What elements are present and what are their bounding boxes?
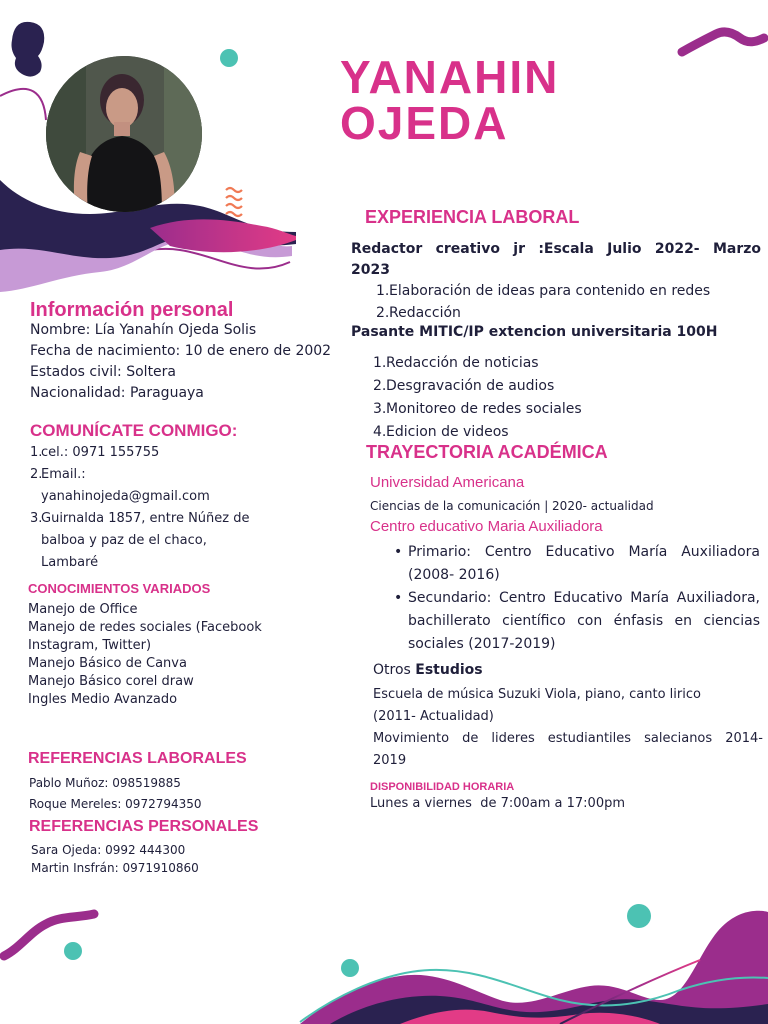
personal-info-title: Información personal (30, 299, 234, 321)
personal-civil-status: Estados civil: Soltera (30, 364, 177, 380)
personal-reference: Sara Ojeda: 0992 444300 (31, 843, 186, 857)
skill-item: Ingles Medio Avanzado (28, 692, 178, 707)
job1-title: Redactor creativo jr :Escala Julio 2022- Marzo 2023 (351, 241, 761, 278)
skill-item: Manejo de Office (28, 602, 138, 617)
contact-address-line: balboa y paz de el chaco, (41, 533, 207, 548)
first-name: YANAHIN (340, 51, 560, 103)
other-studies-title: Otros Estudios (373, 662, 483, 678)
profile-photo (46, 56, 202, 212)
teal-dot-bottom-right (627, 904, 651, 928)
bottom-purple-wave (300, 911, 768, 1024)
personal-name: Nombre: Lía Yanahín Ojeda Solis (30, 322, 257, 338)
contact-item: 2. Email.: yanahinojeda@gmail.com (30, 464, 330, 508)
contact-title: COMUNÍCATE CONMIGO: (30, 421, 238, 440)
personal-references-title: REFERENCIAS PERSONALES (29, 818, 259, 835)
contact-phone[interactable]: cel.: 0971 155755 (41, 445, 160, 460)
skill-item: Manejo Básico corel draw (28, 674, 194, 689)
contact-email[interactable]: yanahinojeda@gmail.com (41, 489, 210, 504)
work-references-list (29, 773, 329, 815)
job2-tasks (373, 352, 753, 444)
contact-address-line: Guirnalda 1857, entre Núñez de (41, 511, 250, 526)
contact-item: 1. cel.: 0971 155755 (30, 442, 330, 464)
task-item: 2. Redacción (376, 305, 461, 321)
contact-item: 3. Guirnalda 1857, entre Núñez de balboa y paz de el chaco, Lambaré (30, 508, 330, 574)
experience-title: EXPERIENCIA LABORAL (365, 207, 580, 227)
last-name: OJEDA (340, 97, 509, 149)
bottom-pink-line (560, 960, 700, 1024)
wavy-lines-icon (226, 188, 242, 216)
personal-birthdate: Fecha de nacimiento: 10 de enero de 2002 (30, 343, 332, 359)
personal-reference: Martin Insfrán: 0971910860 (31, 861, 199, 875)
academic-title: TRAYECTORIA ACADÉMICA (366, 442, 608, 462)
other-study: 2019 (373, 753, 407, 768)
name-heading (340, 51, 640, 149)
personal-nationality: Nacionalidad: Paraguaya (30, 385, 204, 401)
squiggle-bottom-left (4, 914, 94, 956)
school-list (370, 541, 760, 656)
portrait-illustration (46, 56, 202, 212)
task-item: 4. Edicion de videos (373, 424, 509, 440)
bottom-navy-wave (330, 996, 768, 1024)
teal-dot-bottom-mid (341, 959, 359, 977)
skills-title: CONOCIMIENTOS VARIADOS (28, 581, 211, 596)
work-reference: Pablo Muñoz: 098519885 (29, 776, 181, 790)
bottom-pink-wave (400, 1010, 660, 1024)
task-item: 1. Elaboración de ideas para contenido en redes (376, 283, 711, 299)
task-item: 1. Redacción de noticias (373, 355, 539, 371)
skill-item: Manejo de redes sociales (Facebook (28, 620, 262, 635)
university-detail: Ciencias de la comunicación | 2020- actualidad (370, 499, 654, 513)
contact-address-line: Lambaré (41, 555, 99, 570)
job2-title: Pasante MITIC/IP extencion universitaria 100H (351, 324, 718, 340)
bottom-teal-line (300, 970, 768, 1022)
school-item: • Primario: Centro Educativo María Auxiliadora (2008- 2016) (370, 541, 760, 587)
availability-text: Lunes a viernes de 7:00am a 17:00pm (370, 796, 626, 811)
availability-title: DISPONIBILIDAD HORARIA (370, 781, 515, 793)
skill-item: Instagram, Twitter) (28, 638, 152, 653)
school-item: • Secundario: Centro Educativo María Auxiliadora, bachillerato científico con énfasis en ciencias sociales (2017-2019) (370, 587, 760, 656)
university-name: Universidad Americana (370, 474, 525, 491)
contact-list (30, 442, 330, 574)
teal-dot-bottom-left (64, 942, 82, 960)
lavender-wave (0, 211, 292, 292)
task-item: 3. Monitoreo de redes sociales (373, 401, 582, 417)
skill-item: Manejo Básico de Canva (28, 656, 187, 671)
purple-arc (0, 89, 46, 120)
other-study: Escuela de música Suzuki Viola, piano, canto lirico (373, 687, 701, 702)
task-item: 2. Desgravación de audios (373, 378, 555, 394)
teal-dot-top (220, 49, 238, 67)
navy-blob-top-left (12, 22, 45, 77)
other-study: Movimiento de lideres estudiantiles salecianos 2014- (373, 731, 763, 746)
job1-tasks (376, 280, 766, 324)
other-studies-list (373, 684, 763, 772)
personal-references-list (31, 841, 331, 877)
other-study: (2011- Actualidad) (373, 709, 494, 724)
pink-band (150, 219, 296, 252)
work-reference: Roque Mereles: 0972794350 (29, 797, 202, 811)
skills-list (28, 601, 328, 709)
purple-curve-left (0, 230, 290, 269)
work-references-title: REFERENCIAS LABORALES (28, 750, 247, 767)
personal-info-block (30, 320, 360, 404)
school-name: Centro educativo Maria Auxiliadora (370, 518, 603, 535)
squiggle-top-right (682, 32, 764, 52)
